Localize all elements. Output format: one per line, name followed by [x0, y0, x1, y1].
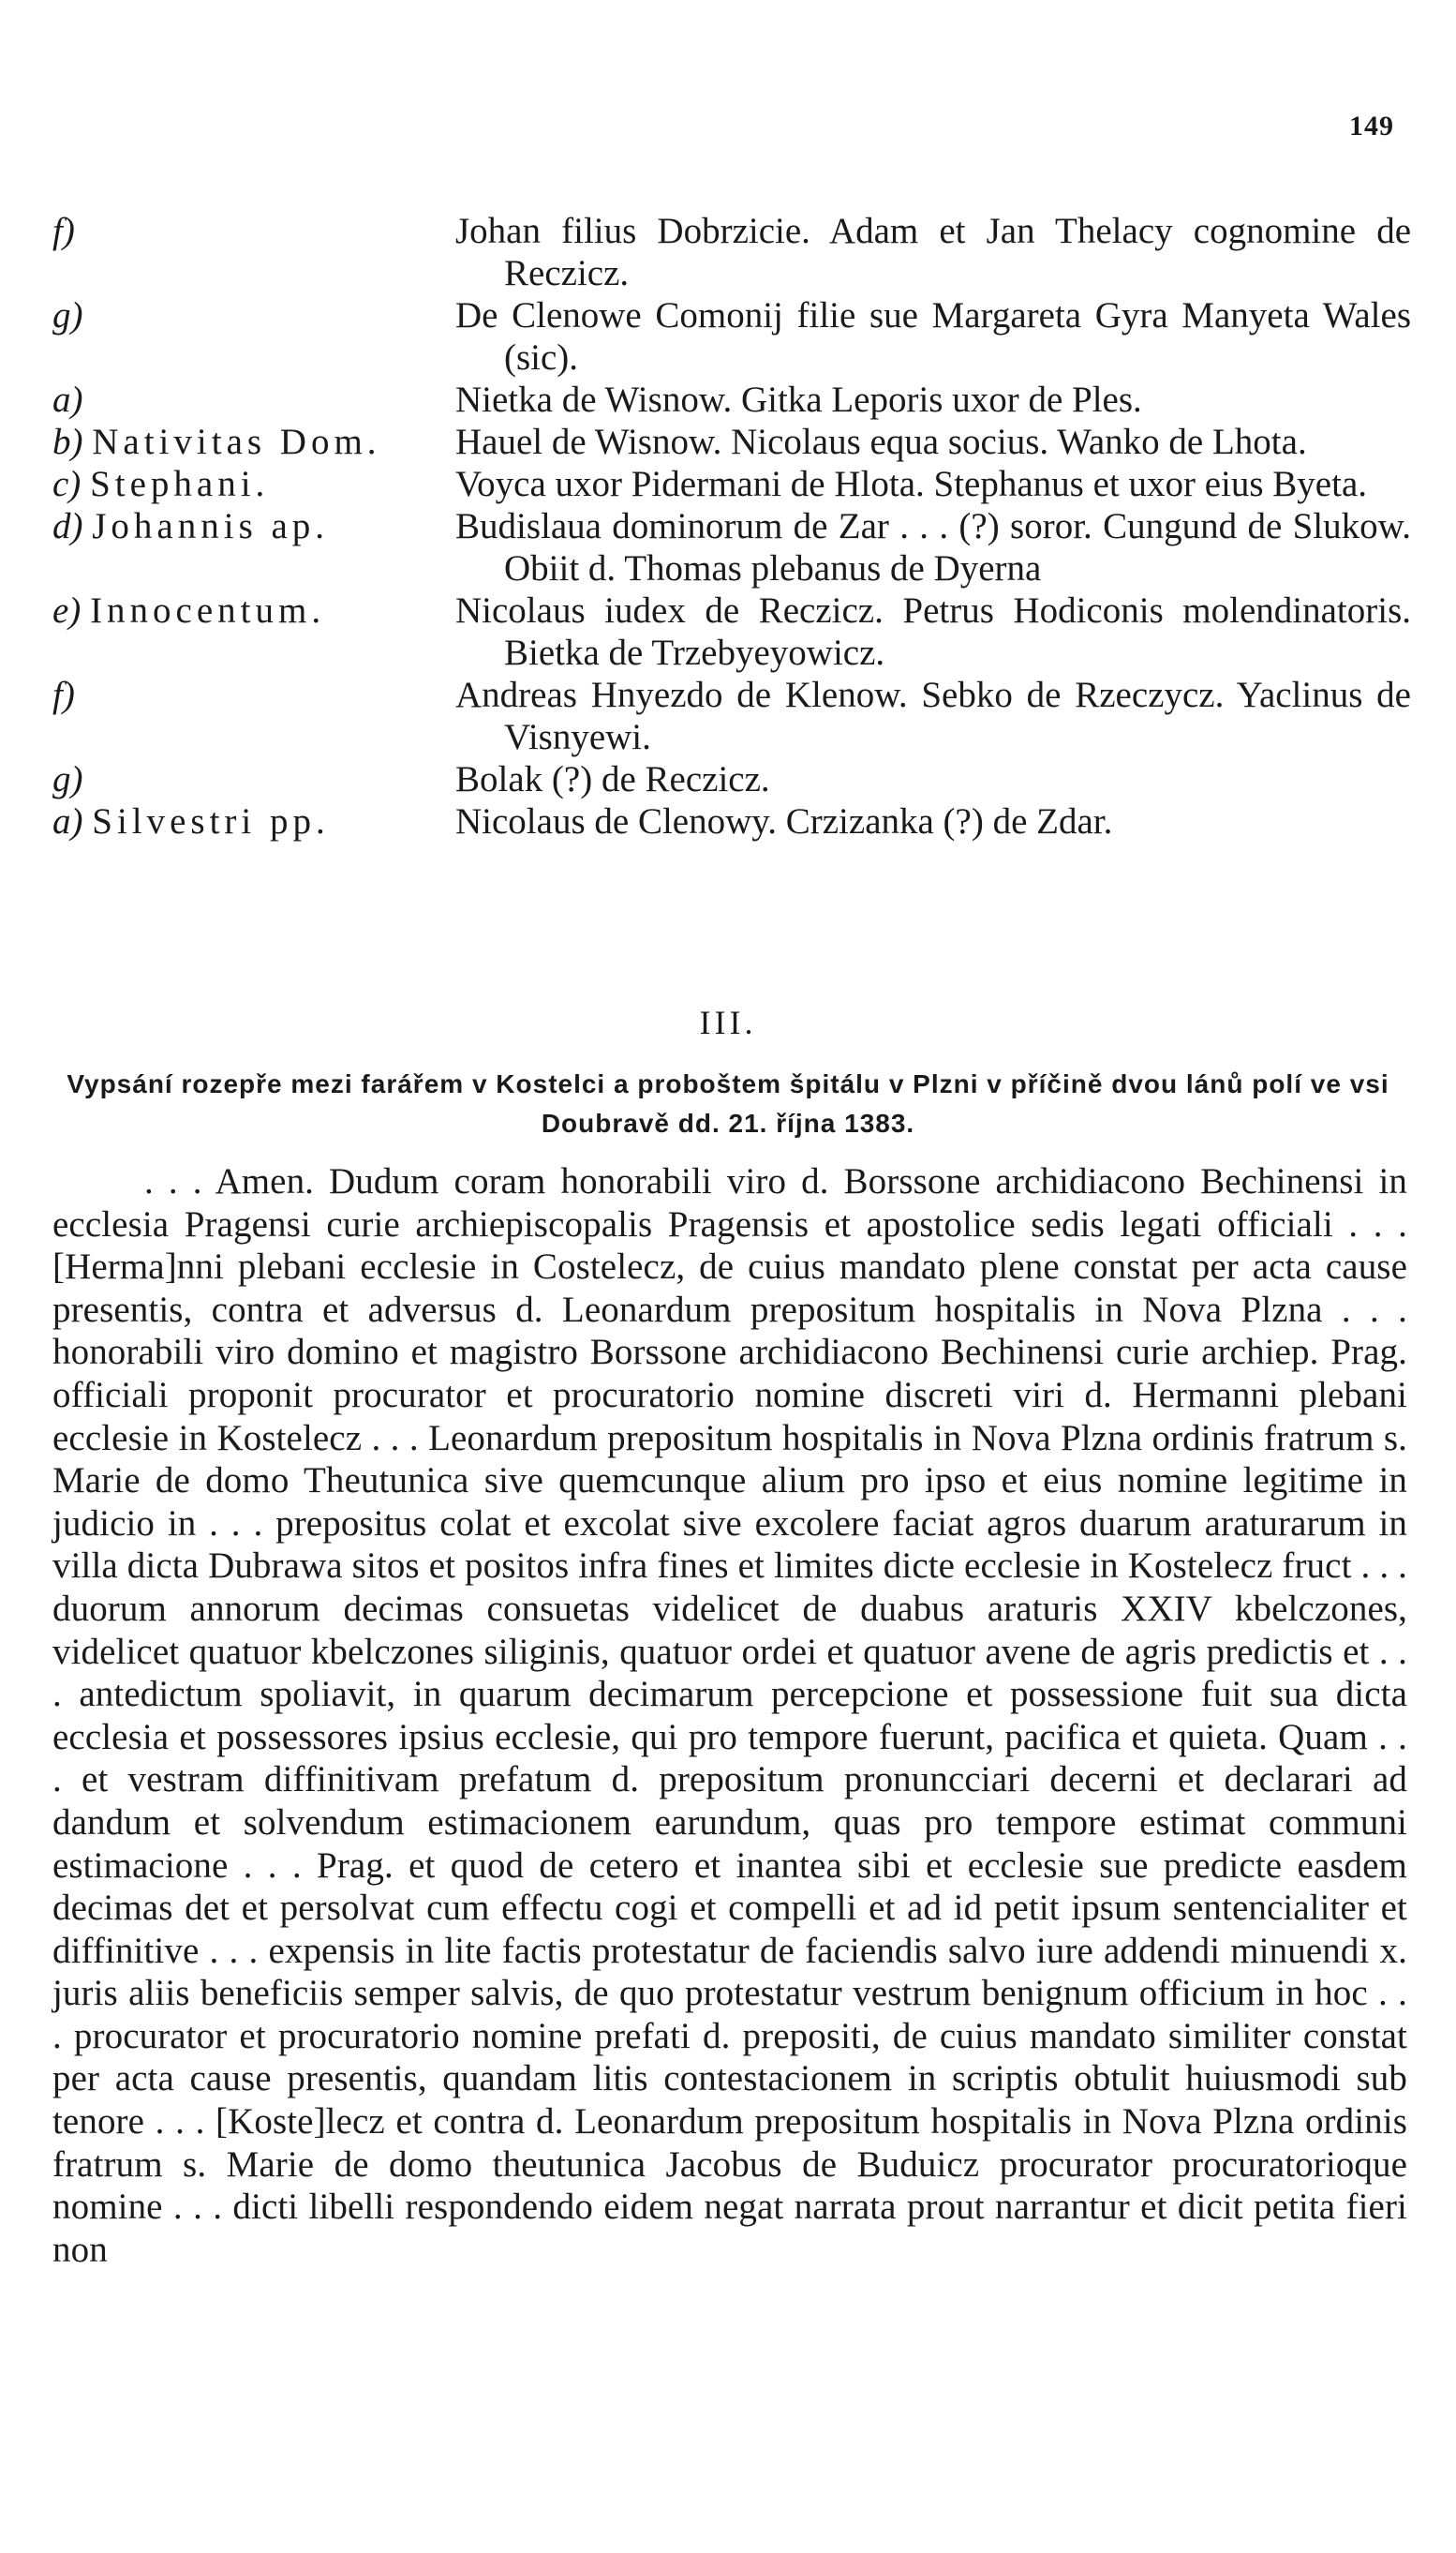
day-letter: g): [52, 295, 83, 336]
entry-label: [52, 800, 455, 843]
calendar-entry: [52, 379, 1411, 421]
entry-text: Nicolaus iudex de Reczicz. Petrus Hodiconis molendinatoris. Bietka de Trzebyeyowicz.: [455, 590, 1411, 673]
calendar-entry: [52, 463, 1411, 505]
day-letter: e): [52, 590, 82, 631]
feast-name: Innocentum.: [90, 590, 326, 631]
document-body-paragraph: . . . Amen. Dudum coram honorabili viro d. Borssone archidiacono Bechinensi in ecclesia Pragensi curie archiepiscopalis Pragensis et apostolice sedis legati officiali . . . [Herma]nni plebani ecclesie in Costelecz, de cuius mandato plene constat per acta cause presentis, contra et adversus d. Leonardum prepositum hospitalis in Nova Plzna . . . honorabili viro domino et magistro Borssone archidiacono Bechinensi curie archiep. Prag. officiali proponit procurator et procuratorio nomine discreti viri d. Hermanni plebani ecclesie in Kostelecz . . . Leonardum prepositum hospitalis in Nova Plzna ordinis fratrum s. Marie de domo Theutunica sive quemcunque alium pro ipso et eius nomine legitime in judicio in . . . prepositus colat et excolat sive excolere faciat agros duarum araturarum in villa dicta Dubrawa sitos et positos infra fines et limites dicte ecclesie in Kostelecz fruct . . . duorum annorum decimas consuetas videlicet de duabus araturis XXIV kbelczones, videlicet quatuor kbelczones siliginis, quatuor ordei et quatuor avene de agris predictis et . . . antedictum spoliavit, in quarum decimarum percepcione et possessione fuit sua dicta ecclesia et possessores ipsius ecclesie, qui pro tempore fuerunt, pacifica et quieta. Quam . . . et vestram diffinitivam prefatum d. prepositum pronuncciari decerni et declarari ad dandum et solvendum estimacionem earundum, quas pro tempore estimat communi estimacione . . . Prag. et quod de cetero et inantea sibi et ecclesie sue predicte easdem decimas det et persolvat cum effectu cogi et compelli et ad id petit ipsum sentencialiter et diffinitive . . . expensis in lite factis protestatur de faciendis salvo iure addendi minuendi x. juris aliis beneficiis semper salvis, de quo protestatur vestrum benignum officium in hoc . . . procurator et procuratorio nomine prefati d. prepositi, de cuius mandato similiter constat per acta cause presentis, quandam litis contestacionem in scriptis obtulit huiusmodi sub tenore . . . [Koste]lecz et contra d. Leonardum prepositum hospitalis in Nova Plzna ordinis fratrum s. Marie de domo theutunica Jacobus de Buduicz procurator procuratorioque nomine . . . dicti libelli respondendo eidem negat narrata prout narrantur et dicit petita fieri non: [52, 1161, 1407, 2270]
day-letter: a): [52, 380, 83, 420]
section-number: III.: [699, 1004, 757, 1041]
calendar-entry: [52, 421, 1411, 463]
page-number: 149: [1349, 111, 1394, 142]
entry-text: Andreas Hnyezdo de Klenow. Sebko de Rzeczycz. Yaclinus de Visnyewi.: [455, 675, 1411, 757]
calendar-entry: [52, 758, 1411, 800]
entry-label: [52, 590, 455, 632]
entry-text: Hauel de Wisnow. Nicolaus equa socius. Wanko de Lhota.: [455, 422, 1307, 462]
entry-label: [52, 463, 455, 505]
day-letter: f): [52, 211, 75, 251]
day-letter: g): [52, 759, 83, 799]
entry-label: [52, 294, 455, 336]
day-letter: a): [52, 801, 83, 842]
calendar-entry: [52, 674, 1411, 758]
calendar-entry: [52, 505, 1411, 590]
entry-text: Nicolaus de Clenowy. Crzizanka (?) de Zdar.: [455, 801, 1113, 842]
day-letter: c): [52, 464, 82, 504]
feast-name: Nativitas Dom.: [92, 422, 381, 462]
day-letter: f): [52, 675, 75, 715]
feast-name: Johannis ap.: [92, 506, 330, 546]
entry-text: Voyca uxor Pidermani de Hlota. Stephanus et uxor eius Byeta.: [455, 464, 1368, 504]
entry-text: De Clenowe Comonij filie sue Margareta Gyra Manyeta Wales (sic).: [455, 295, 1411, 378]
day-letter: d): [52, 506, 83, 546]
entry-label: [52, 210, 455, 252]
entry-label: [52, 421, 455, 463]
calendar-entry: [52, 294, 1411, 379]
entry-label: [52, 758, 455, 800]
feast-name: Stephani.: [90, 464, 270, 504]
calendar-entries: [52, 210, 1411, 843]
calendar-entry: [52, 800, 1411, 843]
calendar-entry: [52, 210, 1411, 294]
calendar-entry: [52, 590, 1411, 674]
entry-text: Bolak (?) de Reczicz.: [455, 759, 770, 799]
section-heading: Vypsání rozepře mezi farářem v Kostelci a proboštem špitálu v Plzni v příčině dvou lánů polí ve vsi Doubravě dd. 21. října 1383.: [67, 1069, 1389, 1138]
feast-name: Silvestri pp.: [92, 801, 330, 842]
entry-text: Nietka de Wisnow. Gitka Leporis uxor de Ples.: [455, 380, 1142, 420]
entry-text: Budislaua dominorum de Zar . . . (?) soror. Cungund de Slukow. Obiit d. Thomas plebanus de Dyerna: [455, 506, 1411, 589]
entry-label: [52, 674, 455, 716]
entry-label: [52, 379, 455, 421]
day-letter: b): [52, 422, 83, 462]
entry-text: Johan filius Dobrzicie. Adam et Jan Thelacy cognomine de Reczicz.: [455, 211, 1411, 293]
entry-label: [52, 505, 455, 547]
